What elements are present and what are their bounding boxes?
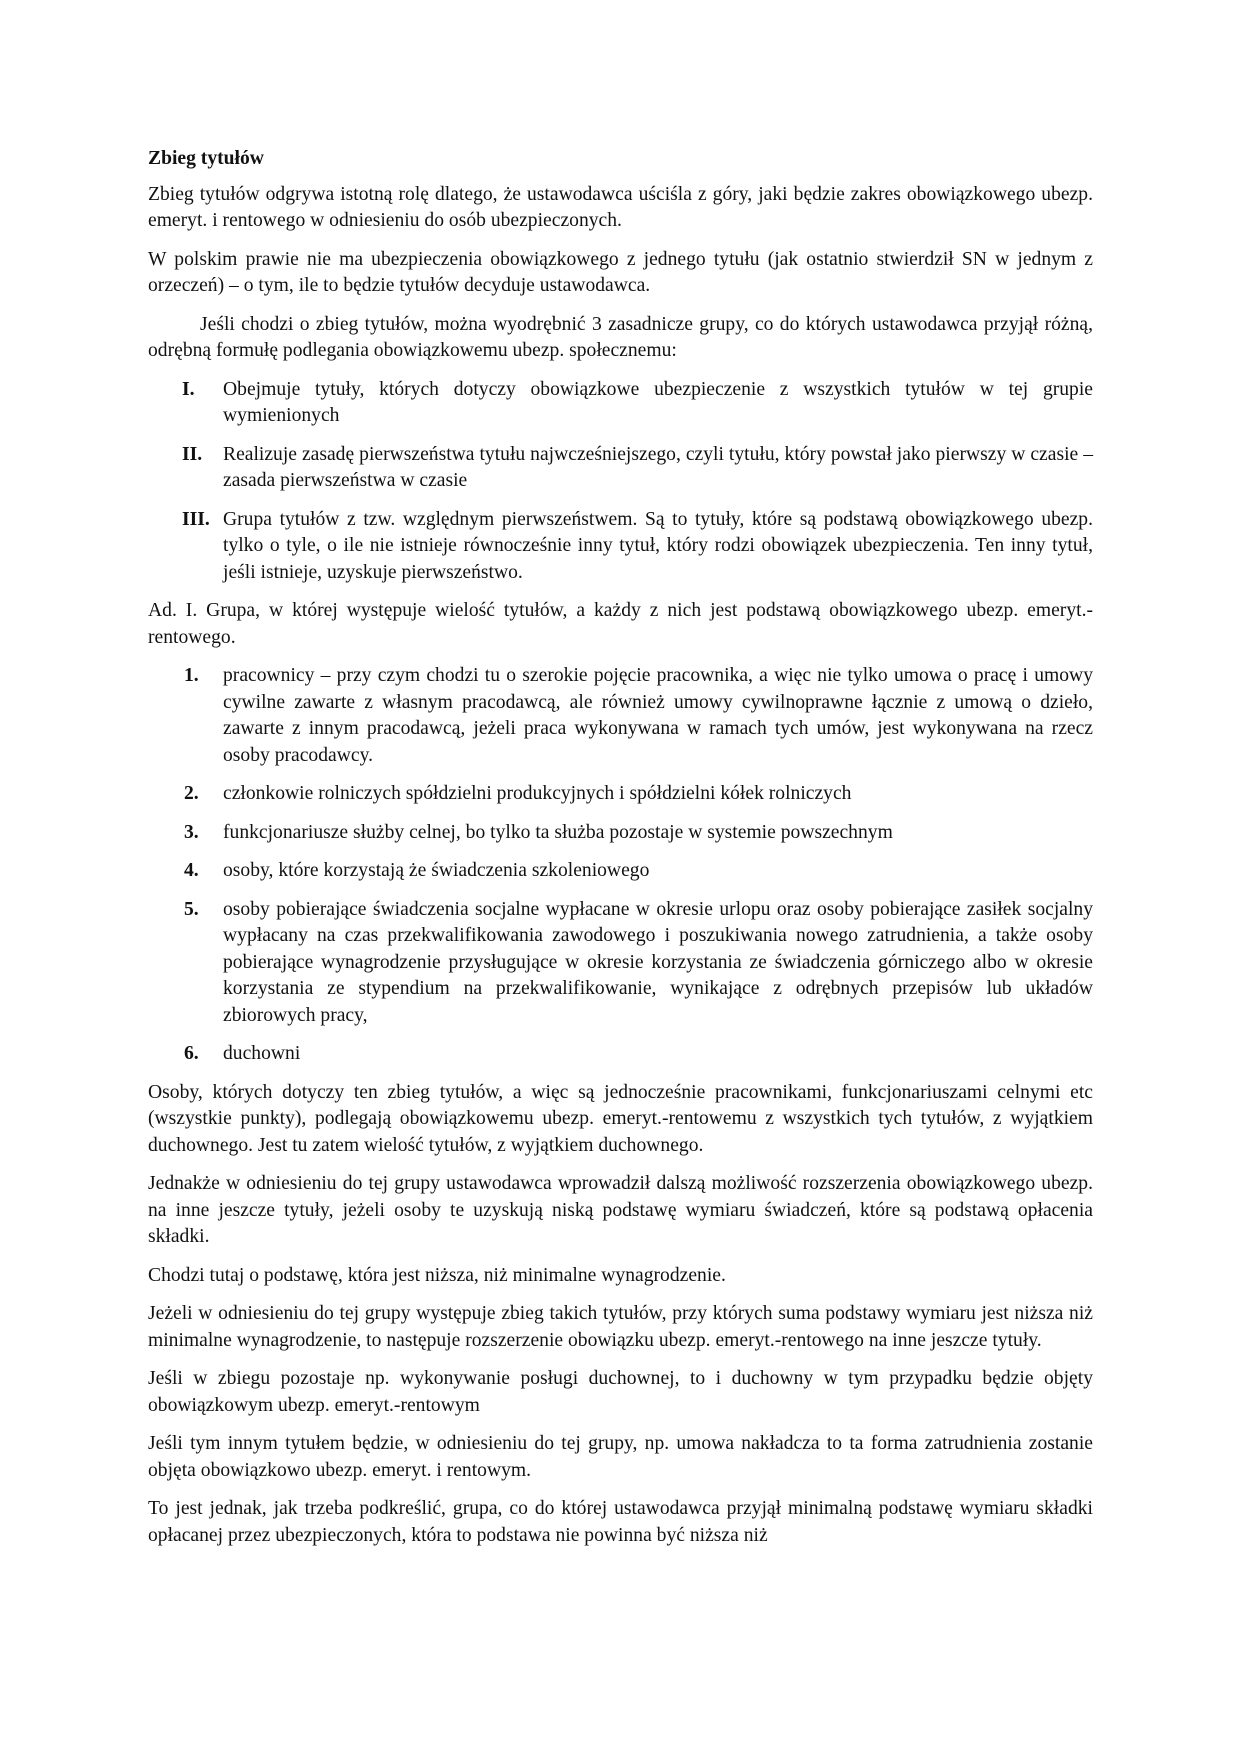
list-item xyxy=(148,377,1093,430)
list-item-number: 4. xyxy=(184,860,199,881)
list-item-number: 1. xyxy=(184,665,199,686)
list-item-number: 2. xyxy=(184,783,199,804)
list-item xyxy=(148,781,1093,808)
list-item-number: I. xyxy=(182,378,195,400)
list-item-number: 3. xyxy=(184,821,199,843)
list-item-number: II. xyxy=(182,443,203,465)
list-item xyxy=(148,858,1093,885)
body-paragraph-6: Jeśli tym innym tytułem będzie, w odniesieniu do tej grupy, np. umowa nakładcza to ta forma zatrudnienia zostanie objęta obowiązkowo ubezp. emeryt. i rentowym. xyxy=(148,1433,1093,1481)
list-item xyxy=(148,820,1093,847)
list-item-number: III. xyxy=(182,508,210,530)
intro-paragraph-3: Jeśli chodzi o zbieg tytułów, można wyodrębnić 3 zasadnicze grupy, co do których ustawodawca przyjął różną, odrębną formułę podlegania obowiązkowemu ubezp. społecznemu: xyxy=(148,313,1093,361)
body-paragraph-5: Jeśli w zbiegu pozostaje np. wykonywanie posługi duchownej, to i duchowny w tym przypadku będzie objęty obowiązkowym ubezp. emeryt.-rentowym xyxy=(148,1368,1093,1416)
list-item-text: pracownicy – przy czym chodzi tu o szerokie pojęcie pracownika, a więc nie tylko umowa o pracę i umowy cywilne zawarte z własnym pracodawcą, ale również umowy cywilnoprawne łącznie z umową o dzieło, zawarte z innym pracodawcą, jeżeli praca wykonywana w ramach tych umów, jest wykonywana na rzecz osoby pracodawcy. xyxy=(223,665,1093,766)
list-item xyxy=(148,507,1093,587)
titles-list xyxy=(148,663,1093,1068)
list-item-number: 6. xyxy=(184,1043,199,1064)
list-item-number: 5. xyxy=(184,898,199,920)
list-item-text: duchowni xyxy=(223,1043,301,1064)
list-item-text: Obejmuje tytuły, których dotyczy obowiązkowe ubezpieczenie z wszystkich tytułów w tej grupie wymienionych xyxy=(223,378,1093,426)
list-item-text: osoby pobierające świadczenia socjalne wypłacane w okresie urlopu oraz osoby pobierające zasiłek socjalny wypłacany na czas przekwalifikowania zawodowego i poszukiwania nowego zatrudnienia, a także osoby pobierające wynagrodzenie przysługujące w okresie korzystania ze świadczenia górniczego albo w okresie korzystania ze stypendium na przekwalifikowanie, wynikające z odrębnych przepisów lub układów zbiorowych pracy, xyxy=(223,898,1093,1026)
list-item-text: osoby, które korzystają że świadczenia szkoleniowego xyxy=(223,860,650,881)
groups-list xyxy=(148,377,1093,587)
document-page xyxy=(148,146,1093,1561)
list-item-text: Realizuje zasadę pierwszeństwa tytułu najwcześniejszego, czyli tytułu, który powstał jako pierwszy w czasie – zasada pierwszeństwa w czasie xyxy=(223,443,1093,491)
intro-paragraph-2: W polskim prawie nie ma ubezpieczenia obowiązkowego z jednego tytułu (jak ostatnio stwierdził SN w jednym z orzeczeń) – o tym, ile to będzie tytułów decyduje ustawodawca. xyxy=(148,248,1093,296)
body-paragraph-3: Chodzi tutaj o podstawę, która jest niższa, niż minimalne wynagrodzenie. xyxy=(148,1264,726,1286)
document-title: Zbieg tytułów xyxy=(148,148,264,169)
body-paragraph-1: Osoby, których dotyczy ten zbieg tytułów, a więc są jednocześnie pracownikami, funkcjonariuszami celnymi etc (wszystkie punkty), podlegają obowiązkowemu ubezp. emeryt.-rentowemu z wszystkich tych tytułów, z wyjątkiem duchownego. Jest tu zatem wielość tytułów, z wyjątkiem duchownego. xyxy=(148,1081,1093,1156)
body-paragraph-7: To jest jednak, jak trzeba podkreślić, grupa, co do której ustawodawca przyjął minimalną podstawę wymiaru składki opłacanej przez ubezpieczonych, która to podstawa nie powinna być niższa niż xyxy=(148,1498,1093,1546)
list-item-text: funkcjonariusze służby celnej, bo tylko ta służba pozostaje w systemie powszechnym xyxy=(223,821,893,843)
list-item-text: członkowie rolniczych spółdzielni produkcyjnych i spółdzielni kółek rolniczych xyxy=(223,783,852,804)
ad-one-paragraph: Ad. I. Grupa, w której występuje wielość tytułów, a każdy z nich jest podstawą obowiązkowego ubezp. emeryt.-rentowego. xyxy=(148,600,1093,648)
list-item-text: Grupa tytułów z tzw. względnym pierwszeństwem. Są to tytuły, które są podstawą obowiązkowego ubezp. tylko o tyle, o ile nie istnieje równocześnie inny tytuł, który rodzi obowiązek ubezpieczenia. Ten inny tytuł, jeśli istnieje, uzyskuje pierwszeństwo. xyxy=(223,508,1093,583)
body-paragraph-2: Jednakże w odniesieniu do tej grupy ustawodawca wprowadził dalszą możliwość rozszerzenia obowiązkowego ubezp. na inne jeszcze tytuły, jeżeli osoby te uzyskują niską podstawę wymiaru świadczeń, które są podstawą opłacenia składki. xyxy=(148,1173,1093,1247)
body-paragraph-4: Jeżeli w odniesieniu do tej grupy występuje zbieg takich tytułów, przy których suma podstawy wymiaru jest niższa niż minimalne wynagrodzenie, to następuje rozszerzenie obowiązku ubezp. emeryt.-rentowego na inne jeszcze tytuły. xyxy=(148,1303,1093,1351)
list-item xyxy=(148,897,1093,1030)
list-item xyxy=(148,1041,1093,1068)
intro-paragraph-1: Zbieg tytułów odgrywa istotną rolę dlatego, że ustawodawca uściśla z góry, jaki będzie zakres obowiązkowego ubezp. emeryt. i rentowego w odniesieniu do osób ubezpieczonych. xyxy=(148,183,1093,231)
list-item xyxy=(148,442,1093,495)
list-item xyxy=(148,663,1093,769)
